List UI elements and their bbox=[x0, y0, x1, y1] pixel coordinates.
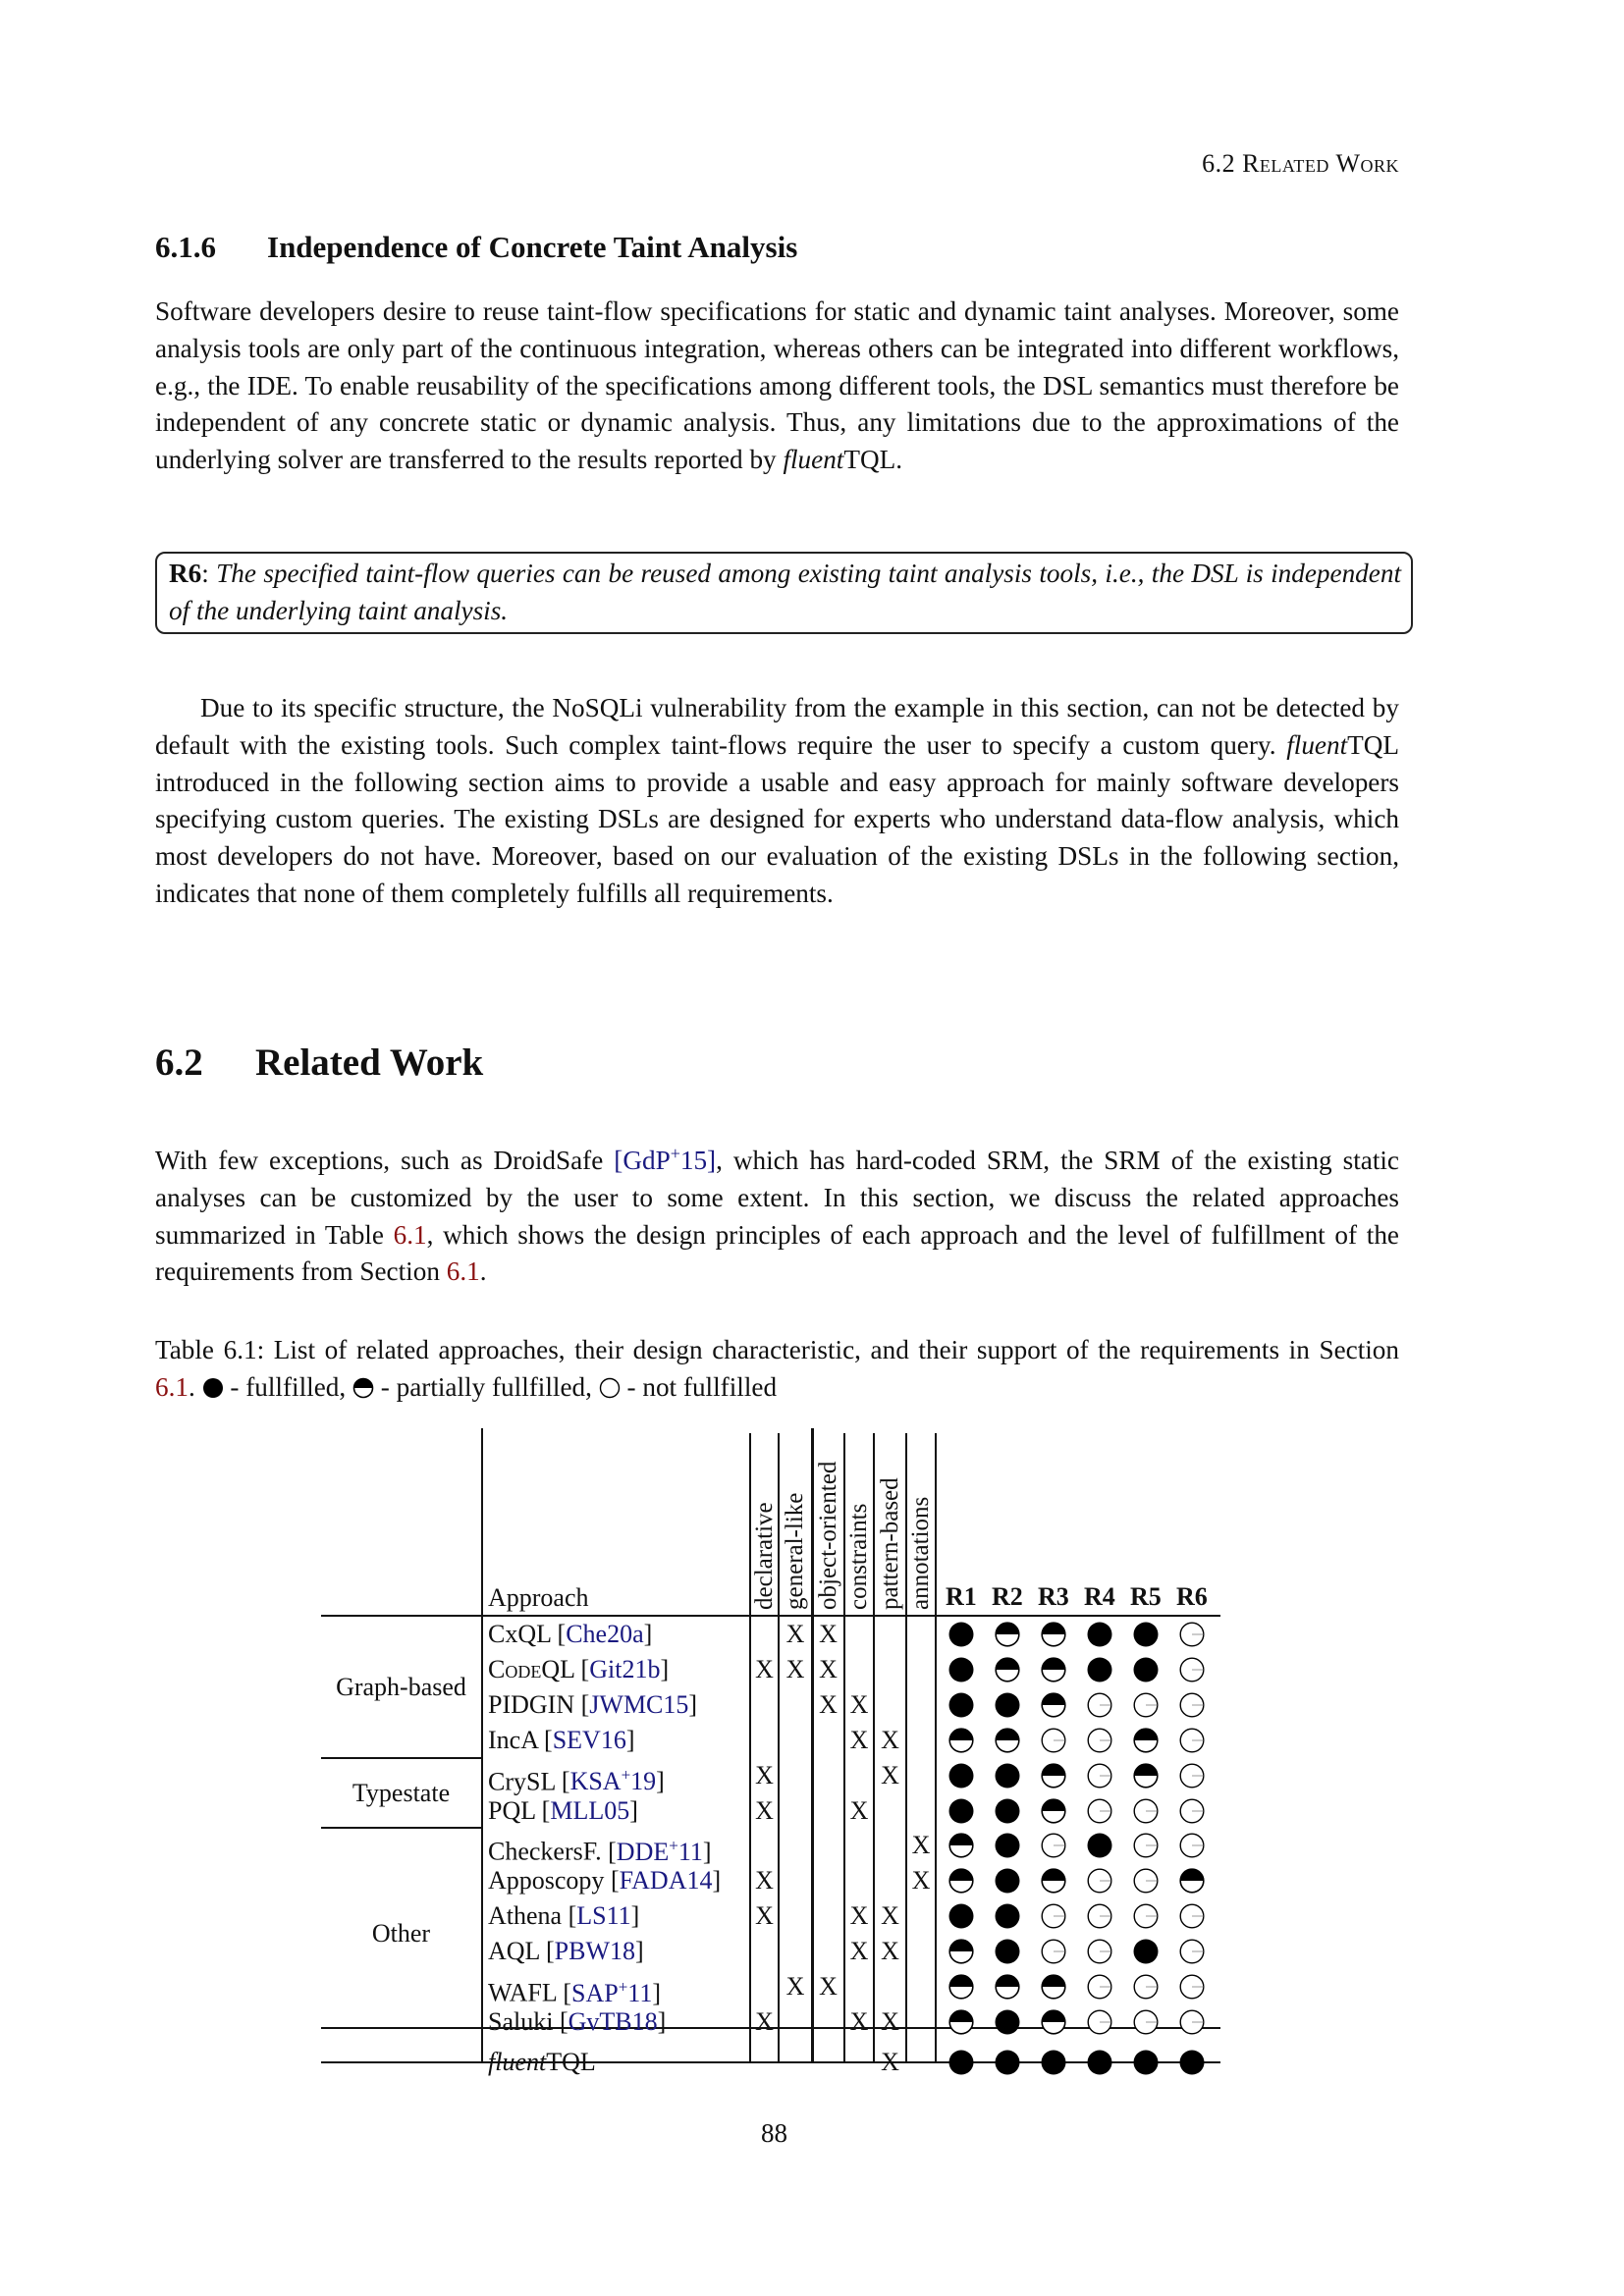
full-circle-icon bbox=[1133, 1657, 1159, 1682]
full-circle-icon bbox=[1133, 1939, 1159, 1964]
table-header-rule bbox=[321, 1615, 1220, 1617]
half-circle-icon bbox=[948, 1728, 974, 1753]
full-circle-icon bbox=[948, 1798, 974, 1824]
fluent-italic: fluent bbox=[1286, 729, 1348, 760]
paragraph-text: Software developers desire to reuse taint-flow specifications for static and dynamic taint analyses. Moreover, some analysis tools are only part of the continuous integration, whereas others can be integrated into different workflows, e.g., the IDE. To enable reusability of the specifications among different tools, the DSL semantics must therefore be independent of any concrete static or dynamic analysis. Thus, any limitations due to the approximations of the underlying solver are transferred to the results reported by bbox=[155, 296, 1399, 475]
half-circle-icon bbox=[1041, 1763, 1066, 1789]
feature-mark-declarative: X bbox=[755, 1795, 774, 1825]
full-circle-icon bbox=[995, 1833, 1020, 1858]
feature-mark-general-like: X bbox=[785, 1972, 805, 2001]
half-circle-icon bbox=[1041, 1657, 1066, 1682]
requirement-label: R6 bbox=[169, 559, 202, 588]
feature-mark-object-oriented: X bbox=[819, 1654, 838, 1683]
empty-circle-icon bbox=[1133, 1833, 1159, 1858]
empty-circle-icon bbox=[1133, 1974, 1159, 2000]
half-circle-icon bbox=[948, 1974, 974, 2000]
requirement-header-r4: R4 bbox=[1084, 1582, 1115, 1611]
group-label-typestate: Typestate bbox=[352, 1778, 451, 1807]
table-bottom-rule bbox=[321, 2061, 1220, 2063]
citation-link[interactable]: [FADA14] bbox=[610, 1866, 722, 1896]
feature-mark-constraints: X bbox=[849, 1901, 869, 1931]
empty-circle-icon bbox=[1087, 1763, 1112, 1789]
citation-link[interactable]: [SEV16] bbox=[544, 1725, 635, 1754]
half-circle-icon bbox=[948, 2009, 974, 2035]
citation-link[interactable]: [JWMC15] bbox=[580, 1689, 698, 1719]
half-circle-icon bbox=[1041, 1798, 1066, 1824]
approach-cell bbox=[488, 1617, 652, 1652]
paragraph-text: With few exceptions, such as DroidSafe bbox=[155, 1146, 615, 1176]
citation-link[interactable]: [LS11] bbox=[568, 1901, 640, 1931]
empty-circle-icon bbox=[1041, 1939, 1066, 1964]
group-separator-rule bbox=[321, 1757, 481, 1759]
paragraph-text: TQL. bbox=[843, 445, 903, 475]
approach-name: PIDGIN bbox=[488, 1689, 575, 1719]
table-reference-link[interactable]: 6.1 bbox=[393, 1219, 427, 1250]
legend-partial-label: - partially fullfilled, bbox=[373, 1371, 599, 1402]
half-circle-icon bbox=[1179, 1868, 1205, 1894]
empty-circle-icon bbox=[1179, 1622, 1205, 1647]
full-circle-icon bbox=[948, 1903, 974, 1929]
group-label-other: Other bbox=[371, 1919, 431, 1949]
citation-link[interactable]: [PBW18] bbox=[545, 1937, 644, 1966]
empty-circle-icon bbox=[1179, 1974, 1205, 2000]
approach-cell bbox=[488, 1898, 639, 1934]
approach-cell bbox=[488, 1652, 669, 1687]
legend-full-label: - fullfilled, bbox=[223, 1371, 352, 1402]
full-circle-icon bbox=[995, 1798, 1020, 1824]
section-reference-link[interactable]: 6.1 bbox=[446, 1256, 480, 1287]
half-circle-icon bbox=[1041, 2009, 1066, 2035]
approach-cell bbox=[488, 1863, 721, 1898]
citation-link[interactable]: [KSA+19] bbox=[561, 1765, 665, 1796]
empty-circle-icon bbox=[1179, 2009, 1205, 2035]
approach-cell bbox=[488, 1793, 638, 1829]
citation-link[interactable]: [Git21b] bbox=[580, 1654, 670, 1683]
approach-cell bbox=[488, 1687, 697, 1723]
paragraph-text: Due to its specific structure, the NoSQLi vulnerability from the example in this section, can not be detected by default with the existing tools. Such complex taint-flows require the user to specify a custom query. bbox=[155, 693, 1399, 760]
empty-circle-icon bbox=[1133, 1798, 1159, 1824]
empty-circle-icon bbox=[1179, 1692, 1205, 1718]
feature-mark-annotations: X bbox=[911, 1866, 931, 1896]
approach-name: AQL bbox=[488, 1937, 540, 1966]
empty-circle-icon bbox=[1087, 1728, 1112, 1753]
approach-name: PQL bbox=[488, 1795, 536, 1825]
full-circle-icon bbox=[1179, 2050, 1205, 2075]
full-circle-icon bbox=[995, 1763, 1020, 1789]
empty-circle-icon bbox=[1087, 1974, 1112, 2000]
full-circle-icon bbox=[1087, 2050, 1112, 2075]
feature-header-annotations: annotations bbox=[907, 1496, 934, 1610]
empty-circle-icon bbox=[599, 1377, 621, 1399]
feature-mark-constraints: X bbox=[849, 1795, 869, 1825]
half-circle-icon bbox=[995, 1728, 1020, 1753]
section-reference-link[interactable]: 6.1 bbox=[155, 1371, 189, 1402]
feature-mark-constraints: X bbox=[849, 1725, 869, 1754]
approach-name: IncA bbox=[488, 1725, 538, 1754]
full-circle-icon bbox=[1133, 1622, 1159, 1647]
empty-circle-icon bbox=[1133, 2009, 1159, 2035]
feature-mark-declarative: X bbox=[755, 2006, 774, 2036]
paragraph-text: TQL introduced in the following section aims to provide a usable and easy approach for mainly software developers specifying custom queries. The existing DSLs are designed for experts who understand data-flow analysis, which most developers do not have. Moreover, based on our evaluation of the existing DSLs in the following section, indicates that none of them completely fulfills all requirements. bbox=[155, 729, 1399, 908]
subsection-number: 6.1.6 bbox=[155, 230, 216, 264]
requirement-header-r1: R1 bbox=[946, 1582, 977, 1611]
feature-header-general-like: general-like bbox=[782, 1492, 808, 1610]
requirement-text: The specified taint-flow queries can be reused among existing taint analysis tools, i.e., the DSL is independent of the underlying taint analysis. bbox=[169, 559, 1401, 625]
requirement-header-r3: R3 bbox=[1038, 1582, 1069, 1611]
empty-circle-icon bbox=[1087, 2009, 1112, 2035]
section-title: Related Work bbox=[255, 1041, 484, 1084]
feature-mark-declarative: X bbox=[755, 1654, 774, 1683]
approach-name: fluentTQL bbox=[488, 2047, 596, 2076]
approach-cell bbox=[488, 2004, 666, 2040]
approach-cell bbox=[488, 2045, 596, 2080]
empty-circle-icon bbox=[1179, 1833, 1205, 1858]
paragraph-text: . bbox=[479, 1256, 487, 1287]
citation-link[interactable]: [MLL05] bbox=[541, 1795, 638, 1825]
half-circle-icon bbox=[1041, 1868, 1066, 1894]
legend-none-label: - not fullfilled bbox=[620, 1371, 778, 1402]
requirement-box bbox=[155, 552, 1413, 634]
subsection-title: Independence of Concrete Taint Analysis bbox=[267, 230, 798, 264]
approach-cell bbox=[488, 1723, 635, 1758]
empty-circle-icon bbox=[1087, 1903, 1112, 1929]
full-circle-icon bbox=[948, 1657, 974, 1682]
half-circle-icon bbox=[1133, 1728, 1159, 1753]
empty-circle-icon bbox=[1041, 1903, 1066, 1929]
discussion-paragraph bbox=[155, 690, 1399, 913]
full-circle-icon bbox=[995, 1903, 1020, 1929]
feature-header-pattern-based: pattern-based bbox=[876, 1477, 903, 1610]
running-head-title: Related Work bbox=[1242, 149, 1399, 178]
approach-name: CheckersF. bbox=[488, 1838, 602, 1867]
half-circle-icon bbox=[1041, 1692, 1066, 1718]
running-head bbox=[1202, 149, 1399, 179]
approach-name: Athena bbox=[488, 1901, 563, 1931]
full-circle-icon bbox=[1133, 2050, 1159, 2075]
empty-circle-icon bbox=[1179, 1798, 1205, 1824]
feature-mark-pattern-based: X bbox=[881, 2047, 899, 2076]
citation-link[interactable]: [SAP+11] bbox=[563, 1977, 661, 2007]
empty-circle-icon bbox=[1179, 1657, 1205, 1682]
feature-mark-general-like: X bbox=[785, 1654, 805, 1683]
citation-link[interactable]: [GdP+15] bbox=[614, 1144, 717, 1176]
empty-circle-icon bbox=[1087, 1939, 1112, 1964]
full-circle-icon bbox=[995, 2050, 1020, 2075]
approach-name: Saluki bbox=[488, 2006, 554, 2036]
feature-header-object-oriented: object-oriented bbox=[814, 1461, 841, 1610]
full-circle-icon bbox=[995, 1692, 1020, 1718]
paragraph-text: , which has hard-coded SRM, the SRM of the existing static analyses can be customized by the user to some extent. In this section, we discuss the related approaches summarized in Table bbox=[155, 1146, 1400, 1250]
half-circle-icon bbox=[995, 1657, 1020, 1682]
empty-circle-icon bbox=[1087, 1798, 1112, 1824]
feature-header-declarative: declarative bbox=[750, 1502, 778, 1610]
empty-circle-icon bbox=[1087, 1868, 1112, 1894]
requirement-separator: : bbox=[201, 559, 217, 588]
running-head-number: 6.2 bbox=[1202, 149, 1236, 178]
empty-circle-icon bbox=[1087, 1692, 1112, 1718]
full-circle-icon bbox=[202, 1377, 224, 1399]
full-circle-icon bbox=[995, 1939, 1020, 1964]
feature-mark-annotations: X bbox=[911, 1831, 931, 1860]
full-circle-icon bbox=[948, 1692, 974, 1718]
feature-mark-pattern-based: X bbox=[881, 1937, 899, 1966]
caption-text: . bbox=[188, 1371, 202, 1402]
approach-cell bbox=[488, 1934, 644, 1969]
approach-name: CxQL bbox=[488, 1620, 552, 1648]
half-circle-icon bbox=[1041, 1622, 1066, 1647]
empty-circle-icon bbox=[1133, 1692, 1159, 1718]
section-number: 6.2 bbox=[155, 1041, 203, 1084]
half-circle-icon bbox=[995, 1622, 1020, 1647]
feature-mark-constraints: X bbox=[849, 1937, 869, 1966]
full-circle-icon bbox=[1041, 2050, 1066, 2075]
feature-mark-object-oriented: X bbox=[819, 1689, 838, 1719]
half-circle-icon bbox=[948, 1939, 974, 1964]
subsection-paragraph bbox=[155, 294, 1399, 479]
full-circle-icon bbox=[1087, 1833, 1112, 1858]
empty-circle-icon bbox=[1179, 1728, 1205, 1753]
half-circle-icon bbox=[948, 1833, 974, 1858]
feature-mark-pattern-based: X bbox=[881, 1901, 899, 1931]
full-circle-icon bbox=[995, 1868, 1020, 1894]
group-label-graph-based: Graph-based bbox=[336, 1672, 466, 1701]
empty-circle-icon bbox=[1179, 1939, 1205, 1964]
feature-mark-declarative: X bbox=[755, 1760, 774, 1789]
half-circle-icon bbox=[995, 1974, 1020, 2000]
feature-mark-pattern-based: X bbox=[881, 1725, 899, 1754]
approach-name: CodeQL bbox=[488, 1654, 575, 1683]
approach-column-header: Approach bbox=[488, 1583, 589, 1612]
full-circle-icon bbox=[948, 2050, 974, 2075]
half-circle-icon bbox=[948, 1868, 974, 1894]
half-circle-icon bbox=[1041, 1974, 1066, 2000]
requirement-header-r2: R2 bbox=[992, 1582, 1023, 1611]
feature-mark-object-oriented: X bbox=[819, 1972, 838, 2001]
requirement-header-r6: R6 bbox=[1176, 1582, 1208, 1611]
feature-mark-object-oriented: X bbox=[819, 1620, 838, 1648]
full-circle-icon bbox=[948, 1763, 974, 1789]
full-circle-icon bbox=[995, 2009, 1020, 2035]
paragraph-text: , which shows the design principles of each approach and the level of fulfillment of the requirements from Section bbox=[155, 1219, 1399, 1287]
half-circle-icon bbox=[352, 1377, 374, 1399]
full-circle-icon bbox=[1087, 1657, 1112, 1682]
caption-text: Table 6.1: List of related approaches, their design characteristic, and their support of the requirements in Section bbox=[155, 1335, 1399, 1364]
fluent-italic: fluent bbox=[783, 445, 844, 475]
table-caption bbox=[155, 1332, 1399, 1407]
full-circle-icon bbox=[948, 1622, 974, 1647]
citation-link[interactable]: [GvTB18] bbox=[559, 2006, 667, 2036]
full-circle-icon bbox=[1087, 1622, 1112, 1647]
approach-name: Apposcopy bbox=[488, 1866, 605, 1896]
half-circle-icon bbox=[1133, 1763, 1159, 1789]
feature-mark-declarative: X bbox=[755, 1901, 774, 1931]
page-number: 88 bbox=[761, 2118, 787, 2148]
citation-link[interactable]: [DDE+11] bbox=[608, 1836, 712, 1867]
citation-link[interactable]: [Che20a] bbox=[557, 1620, 653, 1648]
feature-header-constraints: constraints bbox=[845, 1503, 872, 1610]
approach-name: CrySL bbox=[488, 1767, 556, 1796]
approach-name: WAFL bbox=[488, 1978, 557, 2007]
feature-mark-pattern-based: X bbox=[881, 2006, 899, 2036]
section-heading bbox=[155, 1041, 483, 1085]
feature-mark-constraints: X bbox=[849, 2006, 869, 2036]
empty-circle-icon bbox=[1133, 1868, 1159, 1894]
empty-circle-icon bbox=[1041, 1833, 1066, 1858]
empty-circle-icon bbox=[1179, 1903, 1205, 1929]
group-separator-rule bbox=[321, 1827, 481, 1829]
feature-mark-pattern-based: X bbox=[881, 1760, 899, 1789]
empty-circle-icon bbox=[1133, 1903, 1159, 1929]
related-work-paragraph bbox=[155, 1136, 1399, 1291]
requirement-header-r5: R5 bbox=[1130, 1582, 1162, 1611]
empty-circle-icon bbox=[1179, 1763, 1205, 1789]
feature-mark-declarative: X bbox=[755, 1866, 774, 1896]
feature-mark-constraints: X bbox=[849, 1689, 869, 1719]
feature-mark-general-like: X bbox=[785, 1620, 805, 1648]
empty-circle-icon bbox=[1041, 1728, 1066, 1753]
table-vertical-rule bbox=[481, 1428, 483, 2062]
subsection-heading bbox=[155, 230, 797, 265]
